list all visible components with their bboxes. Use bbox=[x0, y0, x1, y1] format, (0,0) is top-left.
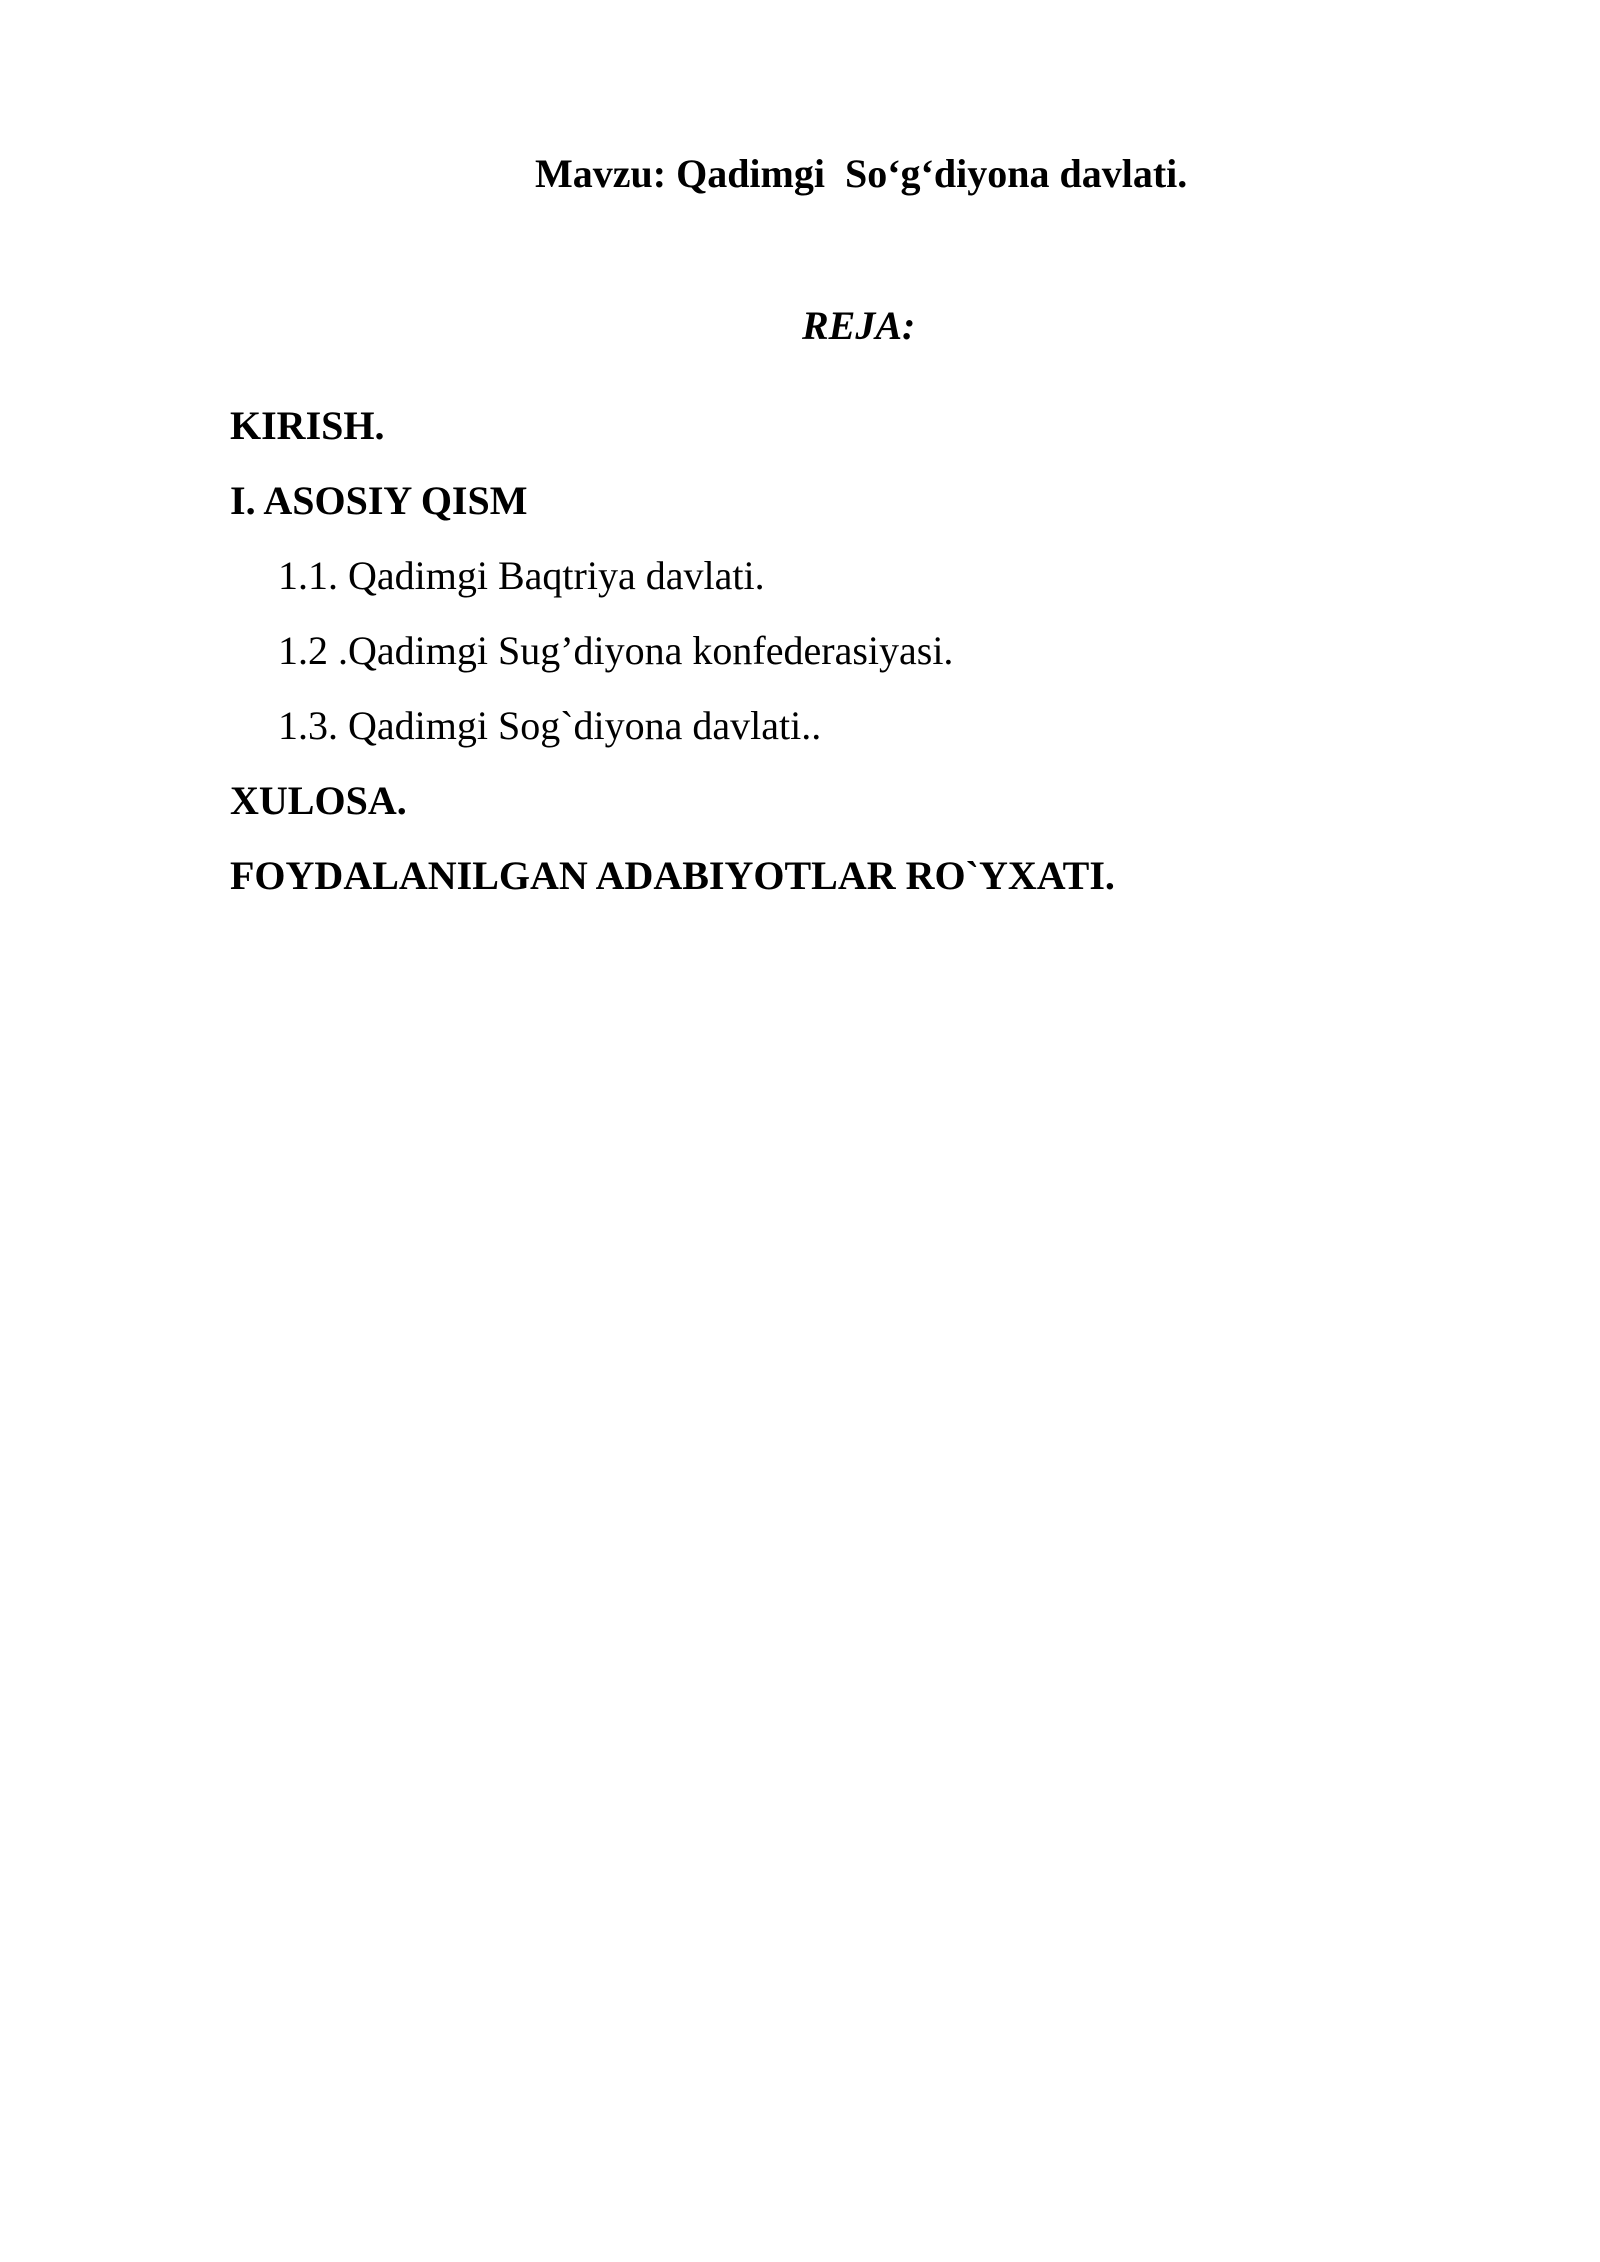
toc-item-conclusion: XULOSA. bbox=[230, 778, 407, 823]
toc-item-references: FOYDALANILGAN ADABIYOTLAR RO`YXATI. bbox=[230, 853, 1115, 898]
toc-item-section-1-3: 1.3. Qadimgi Sog`diyona davlati.. bbox=[278, 703, 822, 748]
toc-item-main-part: I. ASOSIY QISM bbox=[230, 478, 528, 523]
plan-heading: REJA: bbox=[802, 303, 916, 348]
toc-item-section-1-2: 1.2 .Qadimgi Sug’diyona konfederasiyasi. bbox=[278, 628, 954, 673]
toc-item-section-1-1: 1.1. Qadimgi Baqtriya davlati. bbox=[278, 553, 765, 598]
toc-item-introduction: KIRISH. bbox=[230, 403, 385, 448]
document-title: Mavzu: Qadimgi So‘g‘diyona davlati. bbox=[535, 151, 1188, 196]
